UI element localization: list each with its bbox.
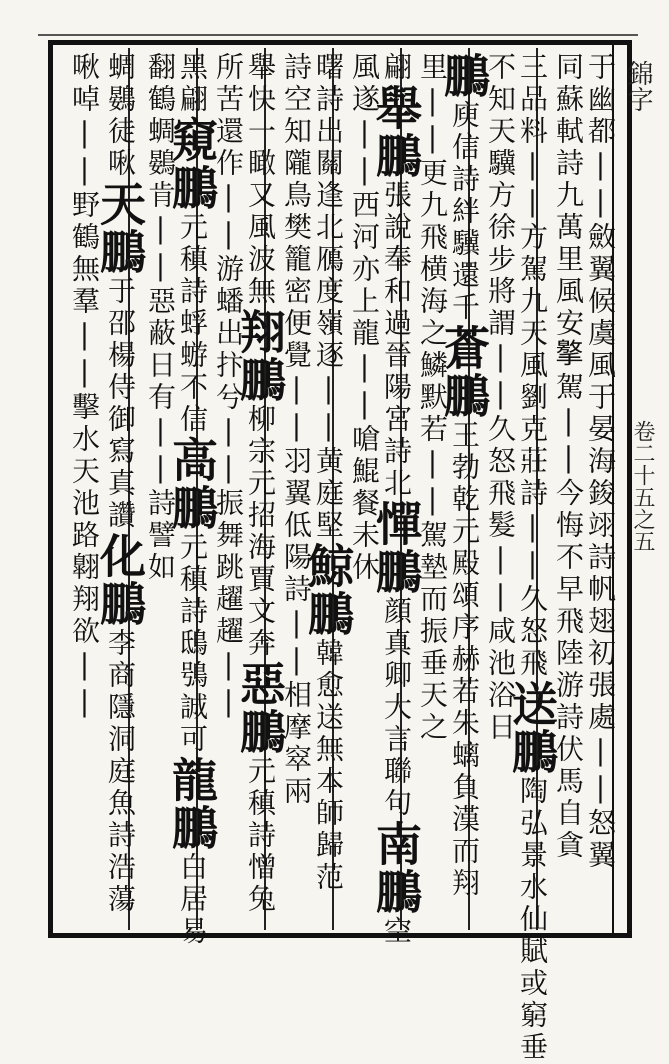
edge-title: 錦字 <box>623 60 653 112</box>
headword: 窺鵬 <box>165 116 219 212</box>
headword: 蒼鵬 <box>437 324 491 420</box>
column-text: 黑翩 <box>176 52 209 116</box>
column-text: 曙詩出關逢北鴈度嶺逐||黄庭堅 <box>312 52 345 542</box>
column-text: 里||更九飛横海之鱗默若||駕墊而振垂天之 <box>416 52 449 744</box>
column-text: 不知天驥方徐步將謂||久怒飛髮||咸池浴日 <box>484 52 517 744</box>
column-text: 李商隱洞庭魚詩浩蕩 <box>104 628 137 916</box>
column-text: 王勃乾元殿頌序赫若朱螭負漢而翔 <box>448 420 481 900</box>
column-text: 張說奉和過晉陽宮詩北 <box>380 180 413 500</box>
column-text: 元稹詩蜉蝣不信 <box>176 212 209 436</box>
headword: 憚鵬 <box>369 500 423 596</box>
column-text: 同蘇軾詩九萬里風安𢶡駕||今悔不早飛陸游詩伏馬自貪 <box>552 52 585 862</box>
column-text: 元稹詩鴟鴞誠可 <box>176 532 209 756</box>
column-text: 風遂||西河亦上龍||嗆鯤餐未休 <box>348 52 381 584</box>
headword: 天鵬 <box>93 180 147 276</box>
column-text: 翻鶴蜩鷃肯||惡蔽日有||詩譬如 <box>144 52 177 584</box>
column-text: 庾信詩絆驥還千 <box>448 100 481 324</box>
headword: 送鵬 <box>505 680 559 776</box>
headword: 鵬 <box>437 52 491 100</box>
headword: 化鵬 <box>93 532 147 628</box>
column-text: 蜩鷃徒啾 <box>104 52 137 180</box>
column-text: 元稹詩憎兔 <box>244 756 277 916</box>
column-text: 白居易 <box>176 852 209 948</box>
headword: 翔鵬 <box>233 308 287 404</box>
column-text: 翩 <box>380 52 413 84</box>
column-text: 韓愈送無本師歸范 <box>312 638 345 894</box>
headword: 南鵬 <box>369 820 423 916</box>
volume-label: 卷二十五之五 <box>630 420 655 552</box>
column-text: 陶弘景水仙賦或窮垂 <box>516 776 549 1064</box>
headword: 惡鵬 <box>233 660 287 756</box>
column-text: 于幽都||斂翼候虞風于晏海鋑翊詩帆翅初張處||怒翼 <box>584 52 617 872</box>
column-text: 詩空知隴鳥樊籠密便覺||羽翼低陽詩||相摩窣兩 <box>280 52 313 808</box>
headword: 高鵬 <box>165 436 219 532</box>
column-text: 三品料||方駕九天風劉克莊詩||久怒飛 <box>516 52 549 680</box>
column-text: 顔真卿大言聯句 <box>380 596 413 820</box>
top-margin-line <box>38 34 638 36</box>
column-text: 啾啅||野鶴無羣||擊水天池路翺翔欲|| <box>68 52 101 722</box>
column-text: 空 <box>380 916 413 948</box>
headword: 龍鵬 <box>165 756 219 852</box>
column-text: 舉快一瞰又風波無 <box>244 52 277 308</box>
column-text: 所苦還作||游蟠出抃兮||振舞跳趯趯|| <box>212 52 245 722</box>
column-text: 于邵楊侍御寫真讚 <box>104 276 137 532</box>
column-text: 柳宗元招海賈文奔 <box>244 404 277 660</box>
headword: 舉鵬 <box>369 84 423 180</box>
text-column <box>58 52 110 928</box>
headword: 鯨鵬 <box>301 542 355 638</box>
